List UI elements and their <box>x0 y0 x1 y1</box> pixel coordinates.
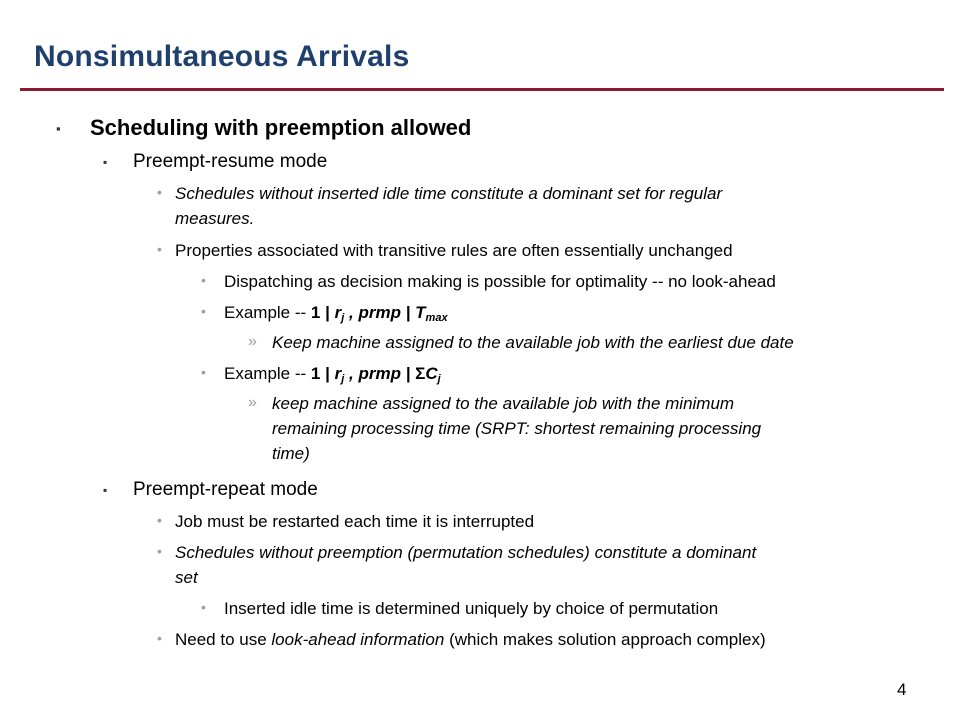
repeat-bullet-2a: Inserted idle time is determined uniquely by choice of permutation <box>224 599 719 618</box>
repeat-bullet-3-pre: Need to use <box>175 630 272 649</box>
dot-bullet-icon: • <box>157 630 162 646</box>
dot-bullet-icon: • <box>157 543 162 559</box>
square-bullet-icon: ▪ <box>103 155 108 169</box>
example-prefix: Example -- <box>224 303 311 322</box>
dot-bullet-icon: • <box>157 184 162 200</box>
sigma-symbol: Σ <box>415 364 426 383</box>
machine-count: 1 <box>310 303 321 322</box>
repeat-bullet-3-post: (which makes solution approach complex) <box>444 630 766 649</box>
dot-bullet-icon: • <box>201 364 206 380</box>
page-number: 4 <box>897 680 907 699</box>
repeat-bullet-2-line-1: Schedules without preemption (permutation schedules) constitute a dominant <box>175 543 757 562</box>
resume-bullet-2: Properties associated with transitive rules are often essentially unchanged <box>175 241 733 260</box>
dot-bullet-icon: • <box>157 512 162 528</box>
resume-bullet-2a: Dispatching as decision making is possible for optimality -- no look-ahead <box>224 272 776 291</box>
release-subscript: j <box>341 312 345 324</box>
repeat-bullet-1: Job must be restarted each time it is interrupted <box>175 512 535 531</box>
raquo-bullet-icon: » <box>248 394 257 411</box>
field-sep: | <box>320 303 335 322</box>
example-sumcj <box>224 364 441 385</box>
example-sumcj-note-line-1: keep machine assigned to the available job with the minimum <box>272 394 735 413</box>
prmp-field: , prmp | <box>344 364 416 383</box>
completion-symbol: C <box>425 364 438 383</box>
heading-preemption: Scheduling with preemption allowed <box>90 115 472 140</box>
release-symbol: r <box>334 303 342 322</box>
subheading-preempt-resume: Preempt-resume mode <box>133 151 328 172</box>
release-subscript: j <box>341 373 345 385</box>
machine-count: 1 <box>310 364 321 383</box>
dot-bullet-icon: • <box>157 241 162 257</box>
release-symbol: r <box>334 364 342 383</box>
dot-bullet-icon: • <box>201 303 206 319</box>
square-bullet-icon: ▪ <box>56 121 61 136</box>
example-sumcj-note-line-3: time) <box>272 444 310 463</box>
prmp-field: , prmp | <box>344 303 416 322</box>
resume-bullet-1-line-1: Schedules without inserted idle time constitute a dominant set for regular <box>175 184 723 203</box>
example-sumcj-note-line-2: remaining processing time (SRPT: shortest remaining processing <box>272 419 762 438</box>
subheading-preempt-repeat: Preempt-repeat mode <box>133 479 318 500</box>
slide-title: Nonsimultaneous Arrivals <box>34 40 410 73</box>
example-tmax-note: Keep machine assigned to the available job with the earliest due date <box>272 333 794 352</box>
repeat-bullet-3 <box>175 630 766 650</box>
resume-bullet-1-line-2: measures. <box>175 209 255 228</box>
repeat-bullet-2-line-2: set <box>175 568 198 587</box>
example-prefix: Example -- <box>224 364 311 383</box>
tardiness-symbol: T <box>415 303 426 322</box>
dot-bullet-icon: • <box>201 272 206 288</box>
dot-bullet-icon: • <box>201 599 206 615</box>
completion-subscript: j <box>437 373 441 385</box>
repeat-bullet-3-italic: look-ahead information <box>271 630 445 649</box>
square-bullet-icon: ▪ <box>103 483 108 497</box>
title-underline <box>20 88 944 91</box>
raquo-bullet-icon: » <box>248 333 257 350</box>
field-sep: | <box>320 364 335 383</box>
example-tmax <box>224 303 448 324</box>
tardiness-subscript: max <box>425 312 448 324</box>
